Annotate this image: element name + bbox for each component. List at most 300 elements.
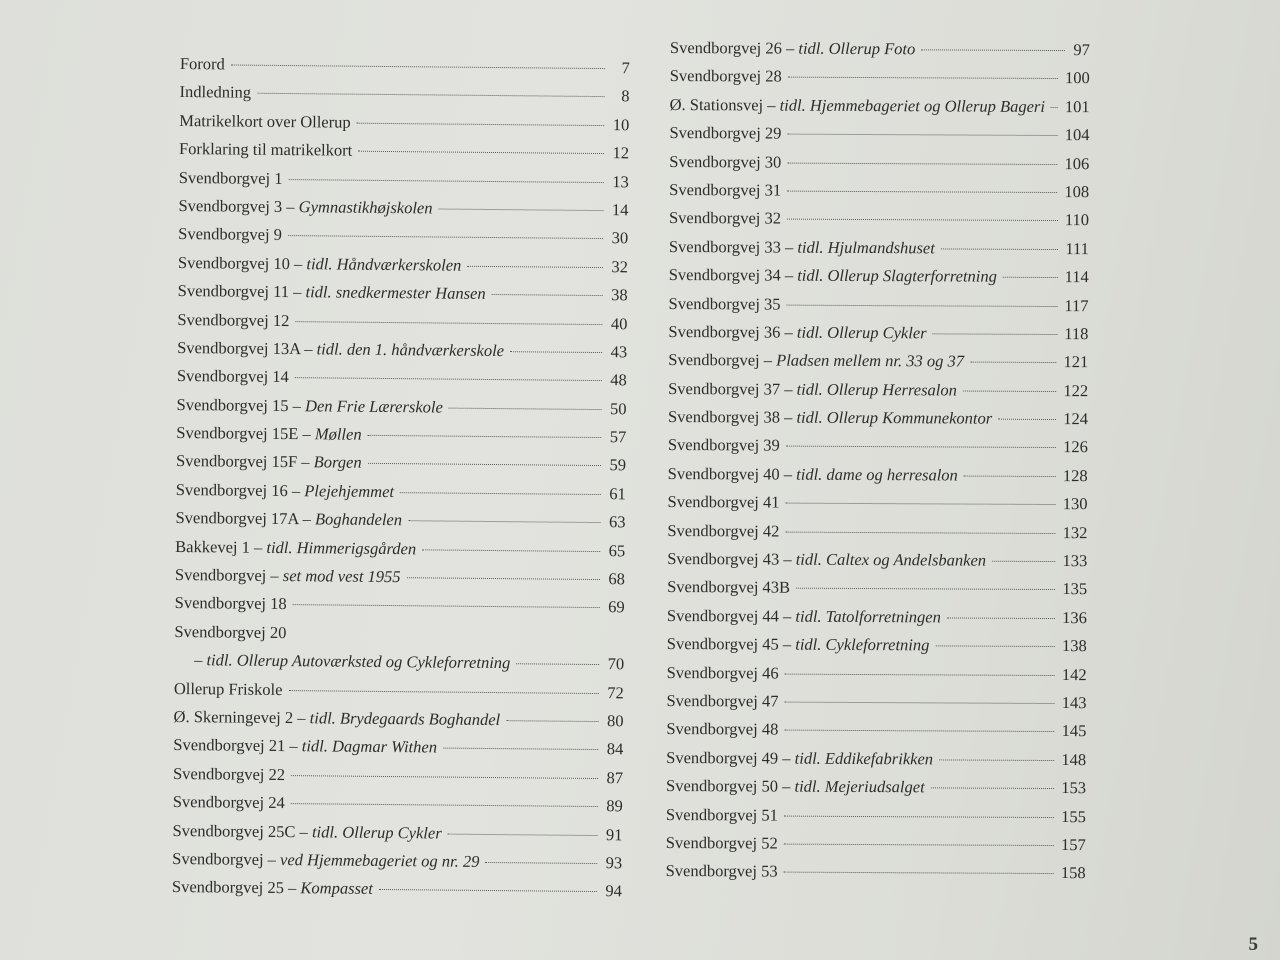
toc-entry-place: Ollerup Friskole: [173, 678, 283, 699]
toc-entry-place: Svendborgvej 48: [666, 719, 779, 739]
toc-entry-subtitle: tidl. Eddikefabrikken: [794, 748, 934, 769]
toc-entry-title: [670, 91, 1045, 121]
toc-entry: [666, 687, 1086, 718]
toc-entry-place: Svendborgvej 38 –: [667, 407, 797, 427]
toc-entry-title: [177, 362, 289, 391]
toc-leader-dots: [931, 787, 1055, 790]
toc-entry-page: 97: [1073, 40, 1090, 60]
toc-entry-title: [179, 107, 351, 137]
toc-entry-title: [172, 845, 479, 876]
toc-entry-subtitle: tidl. Brydegaards Boghandel: [309, 708, 501, 730]
toc-leader-dots: [786, 502, 1056, 505]
toc-leader-dots: [379, 888, 597, 892]
toc-entry-place: Bakkevej 1 –: [175, 536, 267, 557]
toc-entry-subtitle: tidl. Håndværkerskolen: [306, 253, 462, 275]
toc-entry-title: [666, 772, 925, 802]
toc-leader-dots: [358, 150, 604, 154]
toc-entry-title: [178, 192, 432, 223]
toc-entry: [669, 290, 1089, 321]
toc-leader-dots: [939, 758, 1054, 761]
toc-entry-page: 61: [609, 484, 626, 504]
toc-leader-dots: [787, 133, 1057, 136]
toc-entry-title: [668, 375, 957, 405]
toc-entry-place: Svendborgvej 25 –: [171, 877, 301, 898]
toc-left-column: [172, 50, 630, 906]
toc-right-column: [666, 34, 1090, 888]
toc-leader-dots: [422, 548, 600, 552]
toc-entry-title: [178, 220, 282, 249]
toc-entry-place: Svendborgvej 43B: [667, 577, 791, 598]
toc-entry-place: Svendborgvej 36 –: [668, 321, 797, 342]
toc-entry: [667, 545, 1087, 576]
toc-leader-dots: [787, 161, 1057, 164]
toc-entry: [172, 845, 622, 878]
toc-entry: [177, 362, 627, 395]
toc-entry-page: 87: [606, 767, 624, 788]
toc-entry: [175, 561, 625, 594]
toc-entry: [670, 62, 1090, 93]
toc-entry-title: [669, 119, 781, 148]
toc-entry: [667, 517, 1087, 548]
toc-entry-place: Svendborgvej 42: [667, 520, 780, 541]
toc-entry: [666, 829, 1086, 860]
toc-entry-title: [669, 233, 935, 263]
toc-entry-title: [669, 148, 781, 177]
toc-entry-place: Svendborgvej 35: [668, 293, 781, 314]
toc-leader-dots: [288, 178, 603, 183]
toc-entry-place: Svendborgvej 9: [178, 224, 283, 245]
toc-entry-title: [666, 829, 778, 858]
toc-entry-place: Svendborgvej 37 –: [668, 378, 797, 399]
toc-entry-place: Svendborgvej 50 –: [666, 776, 795, 796]
toc-entry-title: [669, 204, 781, 233]
toc-entry-title: [666, 857, 778, 886]
toc-entry-page: 128: [1062, 465, 1088, 486]
toc-leader-dots: [439, 207, 604, 211]
toc-entry-page: 40: [610, 313, 628, 333]
toc-entry-page: 153: [1061, 778, 1087, 798]
toc-leader-dots: [784, 843, 1054, 846]
toc-entry: [667, 573, 1087, 604]
toc-entry-page: 13: [612, 171, 629, 191]
toc-entry-title: [173, 788, 285, 817]
toc-entry-subtitle: Kompasset: [300, 878, 373, 899]
toc-entry-place: Svendborgvej 33 –: [668, 236, 798, 257]
toc-entry-title: [667, 573, 790, 602]
toc-entry-page: 84: [606, 739, 624, 759]
toc-entry-subtitle: tidl. Ollerup Slagterforretning: [797, 265, 997, 286]
toc-leader-dots: [291, 774, 598, 779]
toc-entry-place: Forord: [179, 53, 225, 74]
toc-entry-place: Indledning: [179, 82, 252, 103]
toc-leader-dots: [516, 662, 599, 665]
toc-entry: [666, 744, 1086, 775]
toc-entry-subtitle: ved Hjemmebageriet og nr. 29: [280, 849, 480, 871]
toc-entry-subtitle: Møllen: [314, 424, 362, 444]
toc-entry-title: [176, 476, 395, 507]
toc-entry-page: 32: [611, 256, 629, 277]
toc-leader-dots: [448, 832, 598, 835]
toc-entry: [179, 78, 629, 111]
toc-entry-page: 69: [608, 597, 625, 617]
toc-leader-dots: [293, 604, 600, 609]
toc-leader-dots: [467, 265, 603, 268]
toc-entry: [669, 204, 1089, 235]
toc-entry-subtitle: Plejehjemmet: [304, 481, 395, 501]
toc-entry-place: Svendborgvej 39: [667, 435, 780, 456]
toc-entry-place: Matrikelkort over Ollerup: [179, 110, 351, 132]
toc-entry-place: Ø. Skerningevej 2 –: [173, 706, 310, 728]
toc-entry-page: 63: [608, 512, 626, 532]
toc-entry-title: [670, 62, 782, 91]
toc-entry-title: [668, 318, 926, 348]
toc-entry: [667, 602, 1087, 633]
toc-entry-subtitle: – tidl. Ollerup Autoværksted og Cykleforretning: [194, 650, 511, 673]
toc-entry-page: 8: [621, 86, 630, 106]
toc-entry-page: 108: [1064, 182, 1090, 202]
toc-entry: [174, 618, 624, 651]
toc-entry-title: [177, 306, 289, 335]
toc-entry-title: [176, 447, 362, 477]
toc-entry-place: Svendborgvej 49 –: [666, 747, 795, 768]
toc-entry: [669, 176, 1089, 207]
toc-leader-dots: [935, 645, 1055, 648]
toc-entry-title: [178, 249, 462, 280]
toc-leader-dots: [288, 689, 598, 694]
toc-entry: [176, 447, 626, 480]
toc-entry-title: [666, 744, 933, 774]
toc-leader-dots: [231, 63, 605, 69]
toc-entry-title: [180, 50, 225, 79]
toc-entry-page: 126: [1063, 437, 1088, 457]
toc-leader-dots: [785, 672, 1055, 675]
toc-leader-dots: [492, 293, 603, 296]
toc-entry: [173, 760, 623, 793]
toc-leader-dots: [357, 121, 605, 125]
toc-entry-page: 43: [610, 342, 628, 362]
toc-leader-dots: [407, 576, 600, 580]
toc-entry-place: Svendborgvej 10 –: [177, 252, 307, 273]
toc-entry-place: Svendborgvej 31: [669, 179, 782, 200]
toc-entry-title: [172, 873, 373, 903]
toc-entry-page: 145: [1061, 721, 1087, 741]
toc-entry-page: 14: [611, 200, 629, 220]
toc-entry-place: Svendborgvej 17A –: [175, 508, 316, 529]
toc-entry-title: [179, 164, 283, 193]
toc-entry-place: Svendborgvej 51: [665, 804, 778, 825]
toc-entry-place: Svendborgvej 20: [174, 621, 287, 642]
toc-leader-dots: [506, 719, 598, 722]
toc-entry-place: Svendborgvej 1: [178, 167, 283, 188]
toc-entry-place: Svendborgvej 14: [176, 366, 289, 387]
toc-entry: [176, 419, 626, 452]
toc-entry-page: 48: [610, 370, 627, 390]
toc-entry-place: Svendborgvej 3 –: [178, 195, 299, 217]
toc-leader-dots: [400, 491, 601, 495]
toc-entry: [178, 192, 628, 225]
toc-leader-dots: [449, 406, 602, 409]
toc-entry-page: 135: [1062, 579, 1088, 599]
toc-entry-page: 121: [1063, 352, 1089, 372]
toc-entry-title: [194, 646, 510, 677]
toc-entry: [173, 788, 623, 821]
toc-entry-subtitle: tidl. Tatolforretningen: [795, 606, 941, 627]
toc-entry-place: Svendborgvej 47: [666, 690, 779, 711]
toc-entry-place: Svendborgvej 21 –: [173, 735, 302, 756]
toc-leader-dots: [998, 418, 1056, 420]
toc-entry: [177, 306, 627, 339]
toc-leader-dots: [443, 747, 598, 750]
toc-entry-page: 100: [1064, 68, 1090, 88]
toc-entry-place: Svendborgvej 13A –: [177, 337, 317, 359]
toc-entry-title: [667, 602, 941, 632]
toc-entry-subtitle: tidl. Cykleforretning: [795, 634, 930, 655]
toc-entry-place: Svendborgvej 40 –: [667, 463, 797, 484]
toc-entry-place: Svendborgvej 53: [665, 861, 778, 881]
toc-entry: [670, 34, 1090, 65]
toc-entry-title: [176, 391, 443, 422]
toc-leader-dots: [257, 92, 605, 97]
toc-entry-title: [177, 334, 504, 366]
toc-entry-place: Svendborgvej 52: [665, 832, 778, 853]
toc-entry-page: 30: [611, 228, 629, 248]
toc-entry-page: 101: [1064, 96, 1090, 116]
toc-entry-place: Svendborgvej –: [172, 848, 281, 869]
toc-entry-page: 38: [611, 285, 628, 305]
toc-entry-subtitle: set mod vest 1955: [282, 566, 401, 587]
toc-entry: [176, 391, 626, 424]
toc-entry-subtitle: Boghandelen: [314, 509, 403, 530]
toc-entry: [667, 630, 1087, 661]
toc-leader-dots: [784, 814, 1054, 817]
toc-leader-dots: [963, 389, 1057, 391]
toc-leader-dots: [288, 234, 603, 239]
toc-leader-dots: [786, 445, 1056, 448]
toc-entry-page: 138: [1062, 636, 1087, 656]
toc-entry-place: Svendborgvej 25C –: [172, 820, 313, 841]
toc-entry: [669, 261, 1089, 292]
toc-leader-dots: [992, 560, 1055, 562]
toc-entry-page: 111: [1065, 238, 1089, 258]
toc-entry: [179, 164, 629, 197]
toc-entry-title: [666, 715, 778, 744]
toc-entry: [668, 431, 1088, 462]
toc-entry-title: [173, 703, 500, 735]
toc-entry-page: 65: [608, 540, 626, 560]
toc-leader-dots: [947, 616, 1055, 619]
toc-entry: [179, 107, 629, 140]
toc-entry-page: 94: [605, 881, 623, 901]
toc-entry: [667, 488, 1087, 519]
toc-entry-title: [667, 517, 779, 546]
toc-entry-title: [173, 731, 437, 762]
page-folio-number: 5: [1248, 934, 1258, 955]
toc-entry-place: Svendborgvej 24: [172, 792, 285, 813]
toc-leader-dots: [368, 462, 601, 466]
toc-entry-title: [668, 346, 964, 376]
toc-entry-title: [666, 687, 778, 716]
toc-entry-subtitle: tidl. snedkermester Hansen: [305, 282, 486, 304]
toc-entry: [173, 703, 623, 736]
toc-entry: [668, 375, 1088, 406]
toc-entry: [177, 334, 627, 367]
toc-entry: [668, 403, 1088, 434]
toc-entry-page: 142: [1061, 664, 1087, 684]
toc-entry-page: 7: [621, 58, 630, 78]
toc-entry: [175, 504, 625, 537]
toc-entry-subtitle: Pladsen mellem nr. 33 og 37: [776, 350, 965, 371]
toc-entry-page: 93: [605, 853, 623, 873]
toc-entry: [176, 476, 626, 509]
toc-entry-title: [175, 533, 416, 564]
toc-leader-dots: [510, 350, 602, 353]
toc-entry-subtitle: tidl. den 1. håndværkerskole: [316, 339, 505, 361]
toc-entry: [668, 460, 1088, 491]
toc-entry-title: [667, 488, 779, 517]
toc-entry: [666, 857, 1086, 888]
toc-entry-page: 72: [607, 682, 624, 702]
toc-entry-title: [666, 801, 778, 830]
toc-entry: [666, 801, 1086, 832]
toc-entry-page: 57: [609, 427, 627, 447]
toc-entry-page: 130: [1062, 494, 1088, 514]
toc-entry-page: 10: [612, 114, 630, 135]
toc-entry-title: [179, 135, 352, 165]
toc-entry-page: 133: [1062, 551, 1088, 571]
toc-entry: [669, 119, 1089, 150]
toc-entry-place: Ø. Stationsvej –: [669, 94, 780, 115]
toc-entry-page: 157: [1060, 834, 1086, 855]
toc-entry-place: Svendborgvej 32: [668, 208, 782, 228]
toc-entry-title: [174, 675, 283, 704]
toc-entry-page: 110: [1064, 210, 1090, 230]
toc-entry-title: [174, 618, 286, 647]
toc-leader-dots: [408, 519, 600, 523]
toc-entry-page: 12: [612, 143, 630, 163]
toc-entry: [669, 148, 1089, 179]
toc-entry-subtitle: tidl. Himmerigsgården: [266, 537, 417, 558]
toc-entry: [172, 873, 622, 906]
toc-entry-place: Svendborgvej 16 –: [175, 479, 305, 501]
toc-entry-subtitle: tidl. Hjulmandshuset: [797, 237, 935, 258]
toc-entry-place: Svendborgvej 18: [174, 593, 287, 614]
toc-leader-dots: [784, 871, 1054, 874]
toc-entry: [667, 659, 1087, 690]
toc-entry-page: 158: [1060, 863, 1086, 883]
toc-entry-page: 80: [606, 711, 624, 731]
toc-entry-page: 68: [608, 569, 626, 589]
toc-leader-dots: [964, 474, 1056, 476]
toc-leader-dots: [1051, 106, 1058, 108]
toc-entry-subtitle: tidl. Ollerup Cykler: [311, 821, 442, 843]
toc-entry-subtitle: tidl. Caltex og Andelsbanken: [795, 549, 987, 570]
toc-entry: [173, 731, 623, 764]
toc-leader-dots: [785, 530, 1055, 533]
toc-entry-place: Svendborgvej 34 –: [668, 265, 798, 285]
toc-entry-place: Svendborgvej 15F –: [175, 451, 314, 472]
toc-entry-title: [667, 630, 930, 660]
toc-leader-dots: [787, 218, 1058, 221]
toc-entry-title: [179, 78, 251, 107]
toc-entry: [668, 346, 1088, 377]
toc-entry-place: Svendborgvej 44 –: [666, 605, 796, 626]
toc-entry-title: [669, 290, 781, 319]
toc-leader-dots: [295, 376, 602, 381]
toc-leader-dots: [295, 320, 602, 325]
toc-entry-page: 124: [1063, 409, 1089, 429]
toc-entry-subtitle: Borgen: [313, 452, 362, 473]
toc-entry: [666, 715, 1086, 746]
toc-leader-dots: [933, 332, 1058, 335]
toc-entry-place: Svendborgvej 41: [667, 492, 780, 512]
toc-entry-page: 50: [609, 398, 627, 418]
toc-leader-dots: [291, 802, 598, 807]
toc-entry-page: 117: [1064, 295, 1089, 315]
toc-entry: [180, 50, 630, 83]
toc-leader-dots: [921, 48, 1065, 51]
toc-entry-page: 148: [1061, 749, 1087, 769]
toc-leader-dots: [787, 190, 1057, 193]
toc-leader-dots: [788, 76, 1058, 79]
toc-entry-title: [669, 261, 997, 291]
toc-entry-place: Svendborgvej 45 –: [666, 634, 796, 654]
toc-entry-title: [172, 817, 441, 848]
toc-leader-dots: [941, 247, 1058, 250]
toc-entry-place: Svendborgvej 15E –: [176, 423, 315, 444]
toc-entry-page: 122: [1063, 380, 1089, 400]
toc-entry-page: 118: [1064, 323, 1089, 344]
toc-entry-title: [175, 561, 401, 592]
toc-entry-place: Svendborgvej 46: [666, 662, 779, 683]
toc-entry-title: [668, 431, 780, 460]
toc-entry-place: Svendborgvej 12: [177, 309, 290, 330]
toc-entry-subtitle: tidl. Dagmar Withen: [301, 736, 438, 757]
toc-entry-subtitle: tidl. Ollerup Herresalon: [796, 379, 957, 400]
toc-entry: [178, 220, 628, 253]
toc-entry-title: [667, 545, 986, 575]
toc-entry-title: [173, 760, 285, 789]
toc-entry-place: Forklaring til matrikelkort: [178, 139, 353, 160]
toc-entry-page: 59: [609, 455, 627, 475]
toc-leader-dots: [1003, 276, 1058, 278]
toc-leader-dots: [796, 587, 1055, 590]
toc-entry: [175, 589, 625, 622]
toc-leader-dots: [787, 303, 1058, 306]
toc-entry-title: [667, 659, 779, 688]
toc-entry-subtitle: Den Frie Lærerskole: [304, 395, 443, 417]
toc-entry-title: [178, 277, 486, 308]
toc-entry-page: 143: [1061, 693, 1087, 713]
toc-entry-place: Svendborgvej –: [668, 350, 777, 370]
toc-entry-title: [175, 589, 287, 618]
toc-entry-page: 91: [605, 824, 623, 844]
toc-entry: [172, 817, 622, 850]
toc-entry: [670, 91, 1090, 122]
toc-entry-place: Svendborgvej 22: [172, 763, 286, 784]
toc-entry-title: [176, 419, 362, 449]
toc-entry-place: Svendborgvej 15 –: [176, 394, 306, 415]
toc-entry: [666, 772, 1086, 803]
toc-leader-dots: [485, 861, 597, 864]
toc-entry: [178, 277, 628, 310]
toc-entry-subtitle: tidl. Mejeriudsalget: [794, 776, 925, 797]
toc-entry-place: Svendborgvej 29: [669, 123, 782, 143]
toc-entry-page: 136: [1062, 607, 1088, 628]
toc-entry-title: [669, 176, 781, 205]
toc-entry: [174, 646, 624, 679]
toc-entry: [174, 675, 624, 708]
toc-entry: [179, 135, 629, 168]
